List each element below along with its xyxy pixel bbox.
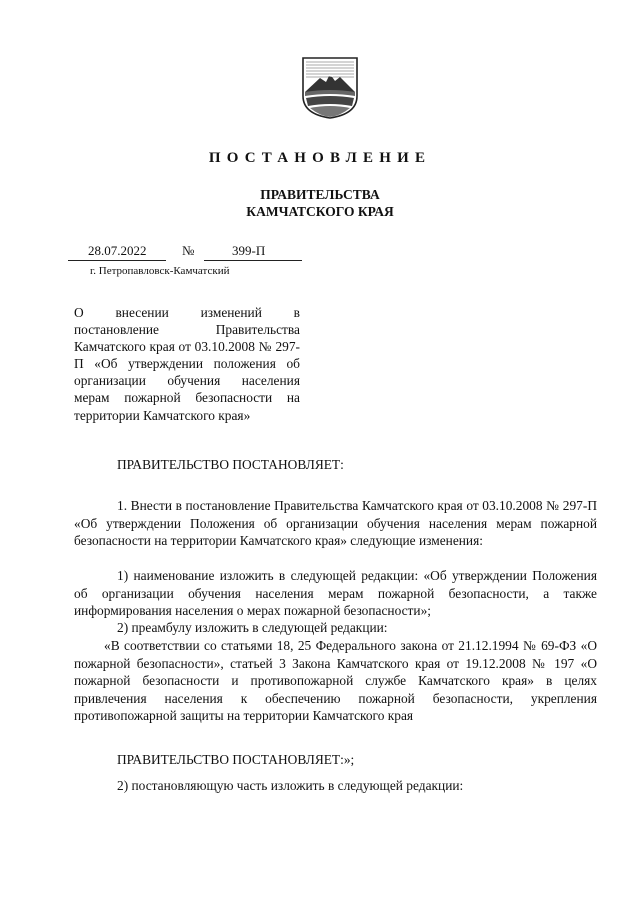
subject-text: О внесении изменений в постановление Правительства Камчатского края от 03.10.2008 № 297-П «Об утверждении положения об организации обучения населения мерам пожарной безопасности на <box>74 305 300 406</box>
number-sign: № <box>182 243 195 258</box>
document-number: 399-П <box>232 243 266 258</box>
issuer-line-1: ПРАВИТЕЛЬСТВА <box>260 187 380 202</box>
document-type-title: ПОСТАНОВЛЕНИЕ <box>208 150 432 166</box>
place-of-issue: г. Петропавловск-Камчатский <box>90 265 230 277</box>
document-date: 28.07.2022 <box>88 243 147 258</box>
decree-heading-quoted: ПРАВИТЕЛЬСТВО ПОСТАНОВЛЯЕТ:»; <box>117 752 355 767</box>
decree-heading: ПРАВИТЕЛЬСТВО ПОСТАНОВЛЯЕТ: <box>117 457 344 472</box>
paragraph-4-preamble: «В соответствии со статьями 18, 25 Федерального закона от 21.12.1994 № 69-ФЗ «О пожарной безопасности», статьей 3 Закона Камчатского края от 19.12.2008 № 197 «О пожарной безопасности и противопожарной службе Камчатского края» в целях привлечения населения к обеспечению пожарной безопасности, укрепления противопожарной защиты на территории Камчатского края <box>74 638 597 724</box>
paragraph-2: 1) наименование изложить в следующей редакции: «Об утверждении Положения об организации обучения населения мерам пожарной безопасности, а также информирования населения о мерах пожарной безопасности»; <box>74 568 597 619</box>
number-underline <box>204 260 302 261</box>
paragraph-1: 1. Внести в постановление Правительства Камчатского края от 03.10.2008 № 297-П «Об утверждении Положения об организации обучения населения мерам пожарной безопасности на территории Камчатского края» следующие изменения: <box>74 498 597 549</box>
issuer-line-2: КАМЧАТСКОГО КРАЯ <box>246 204 394 219</box>
paragraph-5: 2) постановляющую часть изложить в следующей редакции: <box>117 778 464 793</box>
date-underline <box>68 260 166 261</box>
subject-block <box>74 304 300 424</box>
paragraph-3: 2) преамбулу изложить в следующей редакции: <box>117 620 388 635</box>
subject-text-last-line: территории Камчатского края» <box>74 407 251 423</box>
kamchatka-coat-of-arms-icon <box>300 56 360 120</box>
